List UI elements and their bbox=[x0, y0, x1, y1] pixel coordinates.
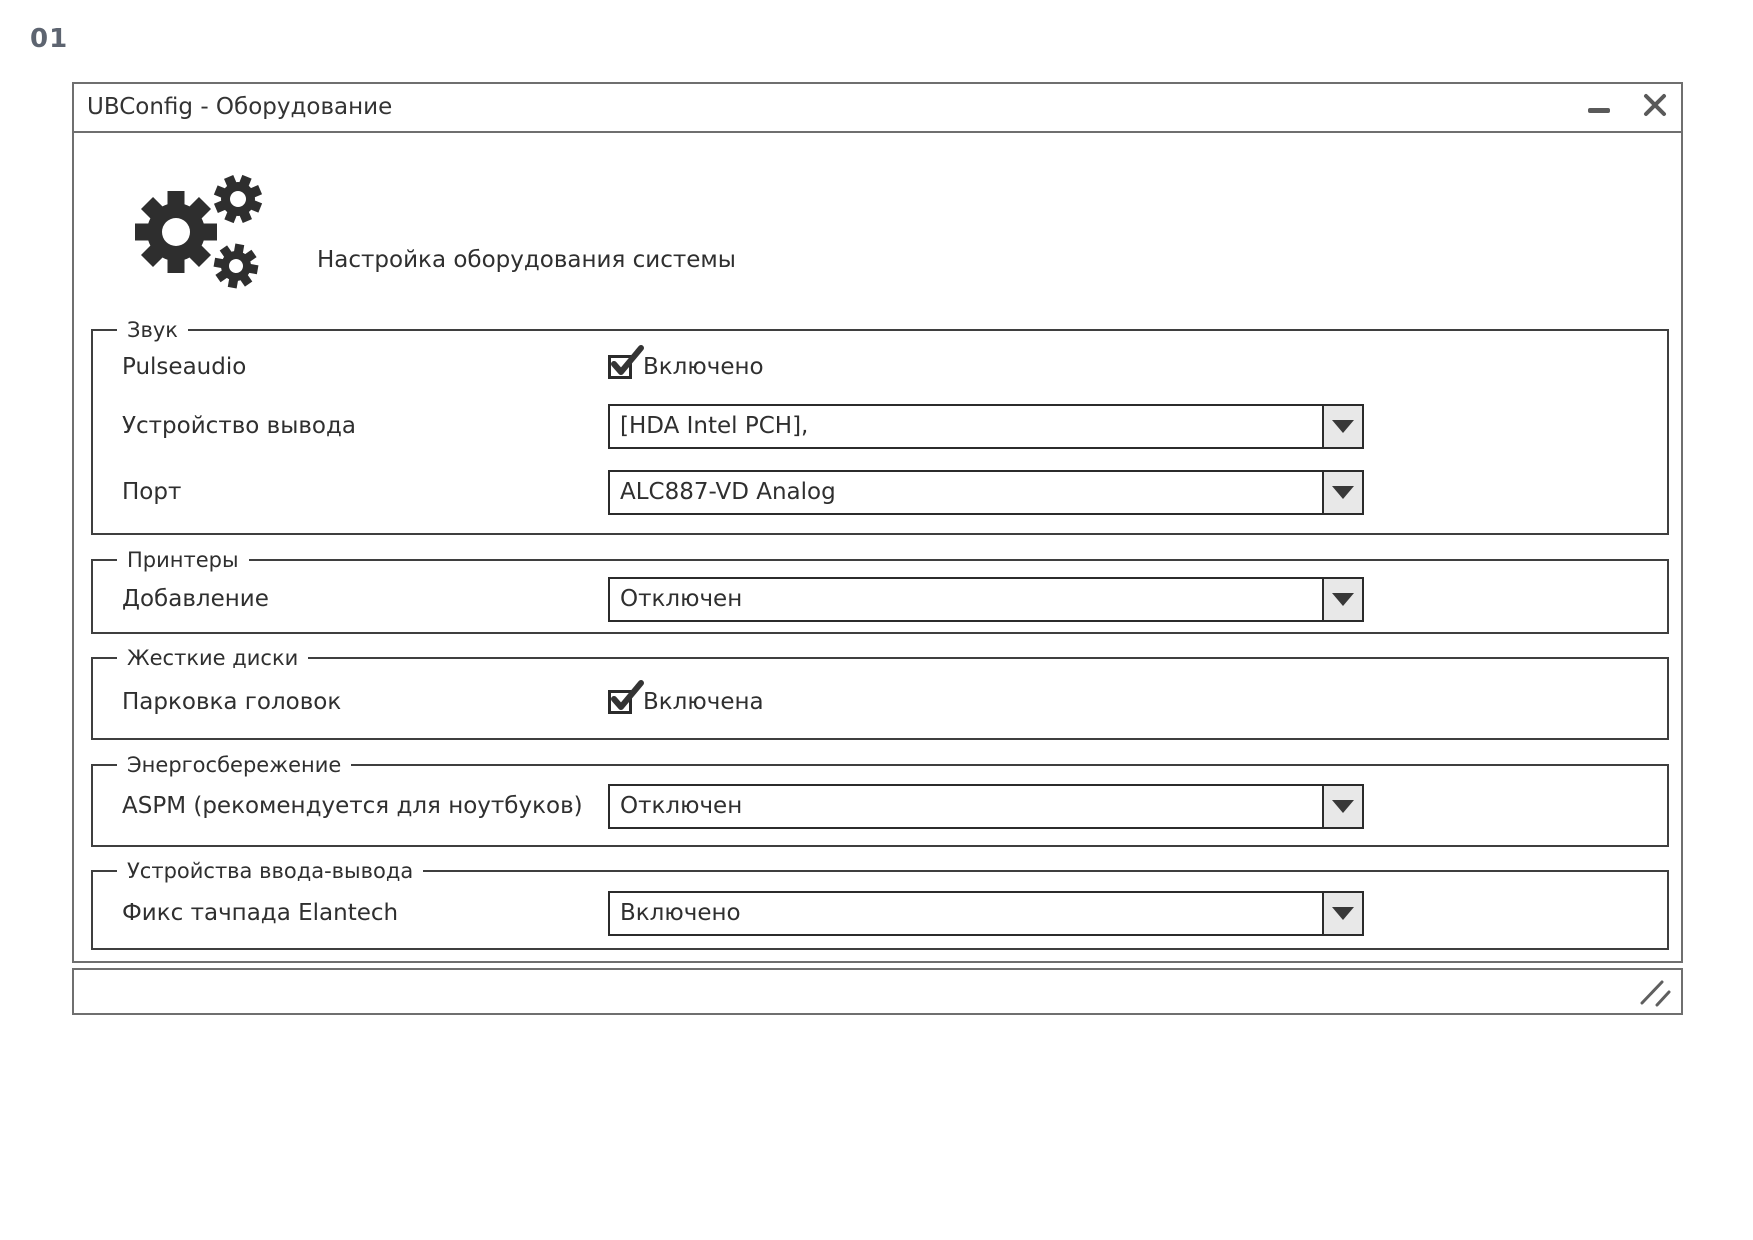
close-icon bbox=[1642, 92, 1668, 118]
row-elantech-fix bbox=[122, 891, 1364, 935]
section-io-devices bbox=[91, 859, 1669, 950]
checkmark-icon bbox=[609, 680, 645, 716]
section-hard-disks-legend: Жесткие диски bbox=[117, 644, 308, 672]
head-parking-state-label: Включена bbox=[643, 689, 764, 715]
chevron-down-icon bbox=[1332, 486, 1354, 499]
chevron-down-icon bbox=[1332, 907, 1354, 920]
status-bar bbox=[72, 968, 1683, 1015]
printer-add-dropdown-button[interactable] bbox=[1322, 579, 1362, 620]
section-io-devices-legend: Устройства ввода-вывода bbox=[117, 857, 423, 885]
window-titlebar[interactable] bbox=[74, 84, 1681, 133]
chevron-down-icon bbox=[1332, 593, 1354, 606]
port-value: ALC887-VD Analog bbox=[620, 479, 836, 505]
section-printers-legend: Принтеры bbox=[117, 546, 249, 574]
aspm-label: ASPM (рекомендуется для ноутбуков) bbox=[122, 793, 583, 819]
head-parking-label: Парковка головок bbox=[122, 689, 342, 715]
output-device-value: [HDA Intel PCH], bbox=[620, 413, 809, 439]
elantech-fix-dropdown[interactable] bbox=[608, 891, 1364, 936]
chevron-down-icon bbox=[1332, 800, 1354, 813]
row-aspm bbox=[122, 784, 1364, 828]
screen-index-label: 01 bbox=[30, 24, 69, 54]
section-sound bbox=[91, 318, 1669, 535]
section-hard-disks bbox=[91, 646, 1669, 740]
head-parking-checkbox[interactable] bbox=[608, 690, 632, 714]
minimize-button[interactable] bbox=[1581, 84, 1617, 131]
window-title: UBConfig - Оборудование bbox=[87, 94, 393, 120]
printer-add-label: Добавление bbox=[122, 586, 269, 612]
elantech-fix-value: Включено bbox=[620, 900, 741, 926]
row-pulseaudio bbox=[122, 345, 764, 389]
port-dropdown-button[interactable] bbox=[1322, 472, 1362, 513]
window-subtitle: Настройка оборудования системы bbox=[317, 247, 736, 273]
port-dropdown[interactable] bbox=[608, 470, 1364, 515]
minimize-icon bbox=[1588, 108, 1610, 113]
row-head-parking bbox=[122, 680, 764, 724]
checkmark-icon bbox=[609, 345, 645, 381]
printer-add-dropdown[interactable] bbox=[608, 577, 1364, 622]
port-label: Порт bbox=[122, 479, 182, 505]
section-power-saving bbox=[91, 753, 1669, 847]
aspm-value: Отключен bbox=[620, 793, 743, 819]
section-printers bbox=[91, 548, 1669, 634]
output-device-label: Устройство вывода bbox=[122, 413, 356, 439]
pulseaudio-checkbox[interactable] bbox=[608, 355, 632, 379]
gears-icon bbox=[122, 168, 282, 303]
elantech-fix-label: Фикс тачпада Elantech bbox=[122, 900, 399, 926]
row-port bbox=[122, 470, 1364, 514]
chevron-down-icon bbox=[1332, 420, 1354, 433]
close-button[interactable] bbox=[1637, 84, 1673, 131]
row-printer-add bbox=[122, 577, 1364, 621]
ubconfig-window bbox=[72, 82, 1683, 963]
section-power-saving-legend: Энергосбережение bbox=[117, 751, 351, 779]
aspm-dropdown-button[interactable] bbox=[1322, 786, 1362, 827]
output-device-dropdown[interactable] bbox=[608, 404, 1364, 449]
elantech-fix-dropdown-button[interactable] bbox=[1322, 893, 1362, 934]
row-output-device bbox=[122, 404, 1364, 448]
pulseaudio-state-label: Включено bbox=[643, 354, 764, 380]
pulseaudio-label: Pulseaudio bbox=[122, 354, 247, 380]
printer-add-value: Отключен bbox=[620, 586, 743, 612]
aspm-dropdown[interactable] bbox=[608, 784, 1364, 829]
resize-grip-icon[interactable] bbox=[1639, 979, 1673, 1007]
section-sound-legend: Звук bbox=[117, 316, 188, 344]
output-device-dropdown-button[interactable] bbox=[1322, 406, 1362, 447]
